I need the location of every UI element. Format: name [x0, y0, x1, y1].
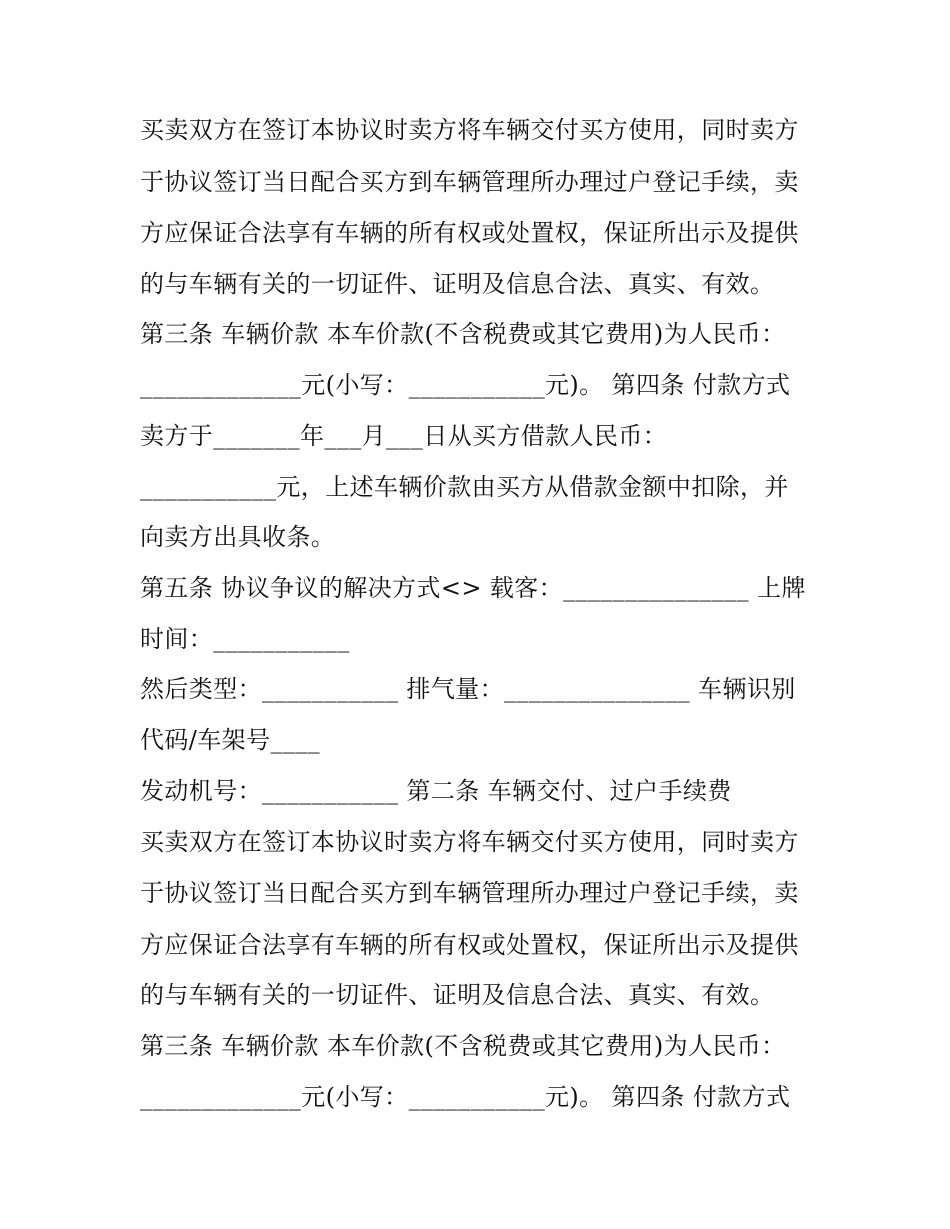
text-line: 买卖双方在签订本协议时卖方将车辆交付买方使用，同时卖方: [140, 116, 799, 144]
text-line: 第三条 车辆价款 本车价款(不含税费或其它费用)为人民币：: [140, 320, 786, 348]
text-line: 第五条 协议争议的解决方式<> 载客：_______________ 上牌: [140, 574, 806, 602]
text-line: 第三条 车辆价款 本车价款(不含税费或其它费用)为人民币：: [140, 1032, 786, 1060]
text-line: 于协议签订当日配合买方到车辆管理所办理过户登记手续，卖: [140, 879, 799, 907]
text-line: 方应保证合法享有车辆的所有权或处置权，保证所出示及提供: [140, 219, 799, 247]
text-line: 发动机号：___________ 第二条 车辆交付、过户手续费: [140, 777, 732, 805]
text-line: _____________元(小写：___________元)。 第四条 付款方式: [140, 371, 791, 399]
text-line: 买卖双方在签订本协议时卖方将车辆交付买方使用，同时卖方: [140, 828, 799, 856]
text-line: _____________元(小写：___________元)。 第四条 付款方式: [140, 1083, 791, 1111]
text-line: 时间：___________: [140, 625, 350, 653]
text-line: 代码/车架号____: [140, 726, 321, 754]
text-line: 的与车辆有关的一切证件、证明及信息合法、真实、有效。: [140, 270, 775, 298]
text-line: 的与车辆有关的一切证件、证明及信息合法、真实、有效。: [140, 981, 775, 1009]
text-line: 然后类型：___________ 排气量：_______________ 车辆识别: [140, 675, 796, 703]
text-line: 于协议签订当日配合买方到车辆管理所办理过户登记手续，卖: [140, 168, 799, 196]
text-line: ___________元，上述车辆价款由买方从借款金额中扣除，并: [140, 473, 789, 501]
text-line: 卖方于_______年___月___日从买方借款人民币：: [140, 422, 668, 450]
text-line: 向卖方出具收条。: [140, 523, 336, 551]
text-line: 方应保证合法享有车辆的所有权或处置权，保证所出示及提供: [140, 931, 799, 959]
